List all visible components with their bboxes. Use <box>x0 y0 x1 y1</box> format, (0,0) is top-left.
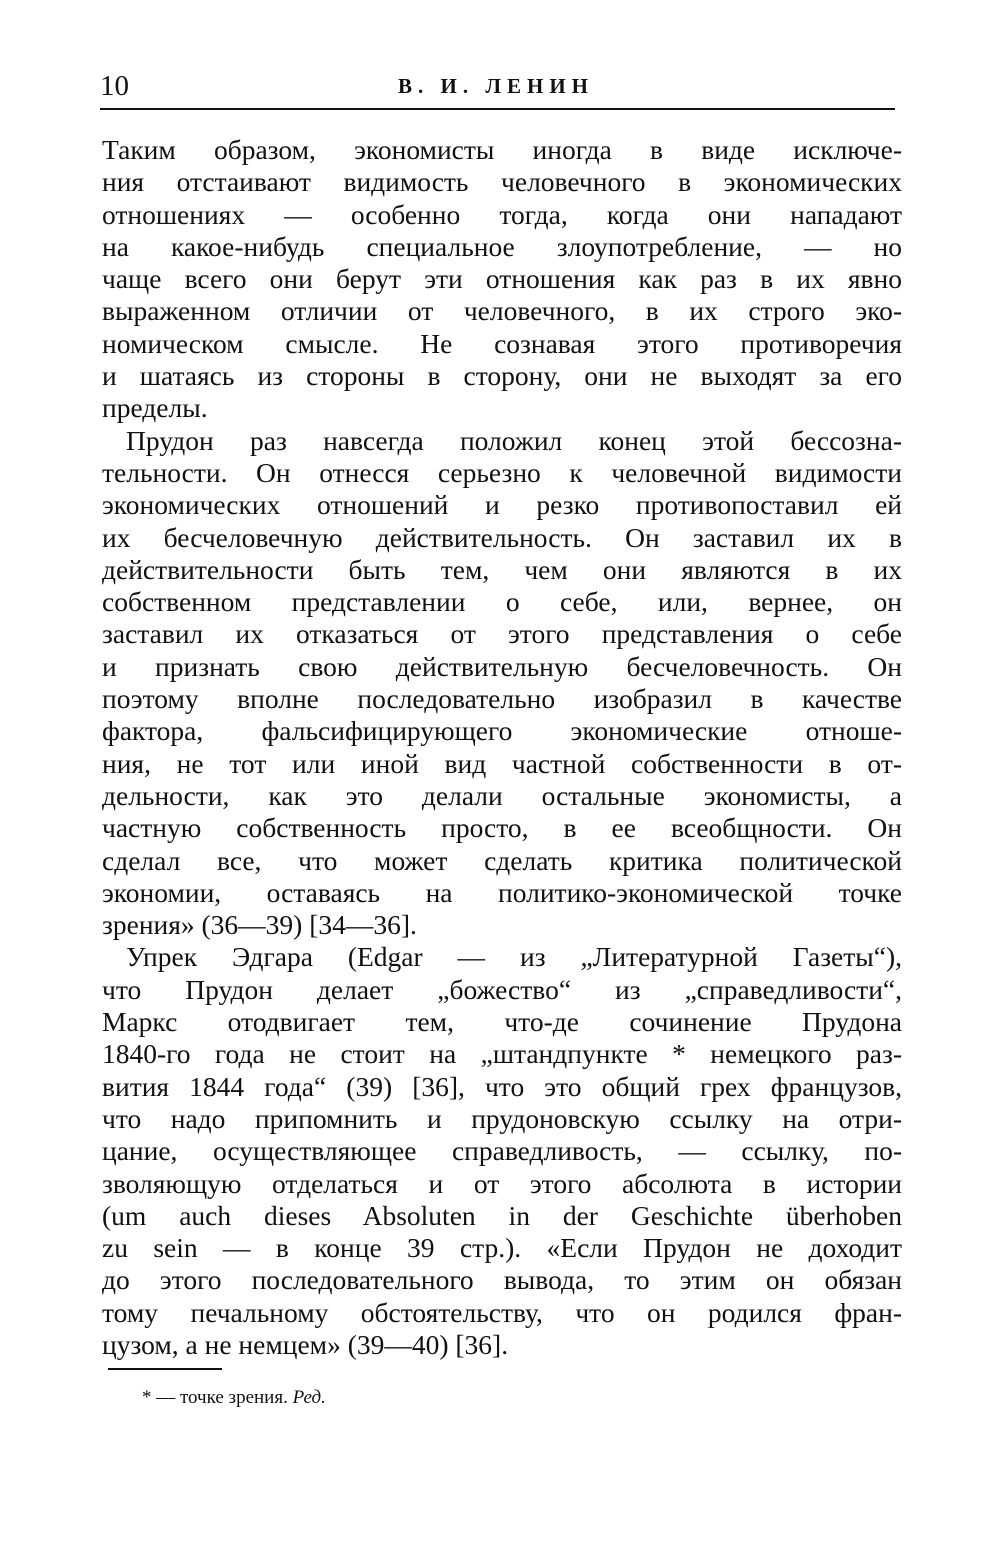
text-line: Упрек Эдгара (Edgar — из „Литературной Газеты“), <box>126 941 902 973</box>
text-line: тому печальному обстоятельству, что он родился фран- <box>102 1296 902 1328</box>
footnote-editor-mark: Ред. <box>292 1387 326 1408</box>
text-line: сделал все, что может сделать критика политической <box>102 844 902 876</box>
text-line: частную собственность просто, в ее всеобщности. Он <box>102 812 902 844</box>
footnote-marker: * <box>142 1387 152 1408</box>
text-line: вития 1844 года“ (39) [36], что это общий грех французов, <box>102 1070 902 1102</box>
text-line: цузом, а не немцем» (39—40) [36]. <box>102 1328 509 1360</box>
text-line: собственном представлении о себе, или, вернее, он <box>102 586 902 618</box>
footnote-rule <box>108 1368 222 1370</box>
footnote-text: — точке зрения. <box>151 1387 293 1408</box>
text-line: Прудон раз навсегда положил конец этой бессозна- <box>126 424 902 456</box>
text-line: их бесчеловечную действительность. Он заставил их в <box>102 521 902 553</box>
text-line: экономических отношений и резко противопоставил ей <box>102 489 902 521</box>
text-line: цание, осуществляющее справедливость, — ссылку, по- <box>102 1135 902 1167</box>
text-line: номическом смысле. Не сознавая этого противоречия <box>102 327 902 359</box>
text-line: Маркс отодвигает тем, что-де сочинение Прудона <box>102 1006 902 1038</box>
text-line: пределы. <box>102 392 208 424</box>
page-header <box>100 68 892 104</box>
footnote <box>142 1384 326 1412</box>
text-line: выраженном отличии от человечного, в их строго эко- <box>102 295 902 327</box>
text-line: зволяющую отделаться и от этого абсолюта в истории <box>102 1167 902 1199</box>
page-number: 10 <box>100 70 129 102</box>
text-line: Таким образом, экономисты иногда в виде исключе- <box>102 134 902 165</box>
text-line: зрения» (36—39) [34—36]. <box>102 909 417 941</box>
text-line: заставил их отказаться от этого представления о себе <box>102 618 902 650</box>
text-line: отношениях — особенно тогда, когда они нападают <box>102 198 902 230</box>
text-line: ния, не тот или иной вид частной собственности в от- <box>102 747 902 779</box>
text-line: экономии, оставаясь на политико-экономической точке <box>102 876 902 908</box>
text-line: поэтому вполне последовательно изобразил в качестве <box>102 683 902 715</box>
text-line: действительности быть тем, чем они являются в их <box>102 553 902 585</box>
text-line: дельности, как это делали остальные экономисты, а <box>102 779 902 811</box>
text-line: до этого последовательного вывода, то этим он обязан <box>102 1264 902 1296</box>
text-line: на какое-нибудь специальное злоупотребление, — но <box>102 230 902 262</box>
text-line: (um auch dieses Absoluten in der Geschichte überhoben <box>102 1199 902 1231</box>
text-line: и шатаясь из стороны в сторону, они не выходят за его <box>102 360 902 392</box>
body-text <box>102 134 902 1361</box>
text-line: что Прудон делает „божество“ из „справедливости“, <box>102 973 902 1005</box>
running-head: В. И. ЛЕНИН <box>398 74 594 98</box>
text-line: чаще всего они берут эти отношения как раз в их явно <box>102 263 902 295</box>
text-line: фактора, фальсифицирующего экономические отноше- <box>102 715 902 747</box>
text-line: и признать свою действительную бесчеловечность. Он <box>102 650 902 682</box>
text-line: что надо припомнить и прудоновскую ссылку на отри- <box>102 1102 902 1134</box>
text-line: zu sein — в конце 39 стр.). «Если Прудон не доходит <box>102 1232 902 1264</box>
text-line: 1840-го года не стоит на „штандпункте * немецкого раз- <box>102 1038 902 1070</box>
text-line: ния отстаивают видимость человечного в экономических <box>102 166 902 198</box>
header-rule <box>100 108 895 110</box>
text-line: тельности. Он отнесся серьезно к человечной видимости <box>102 456 902 488</box>
